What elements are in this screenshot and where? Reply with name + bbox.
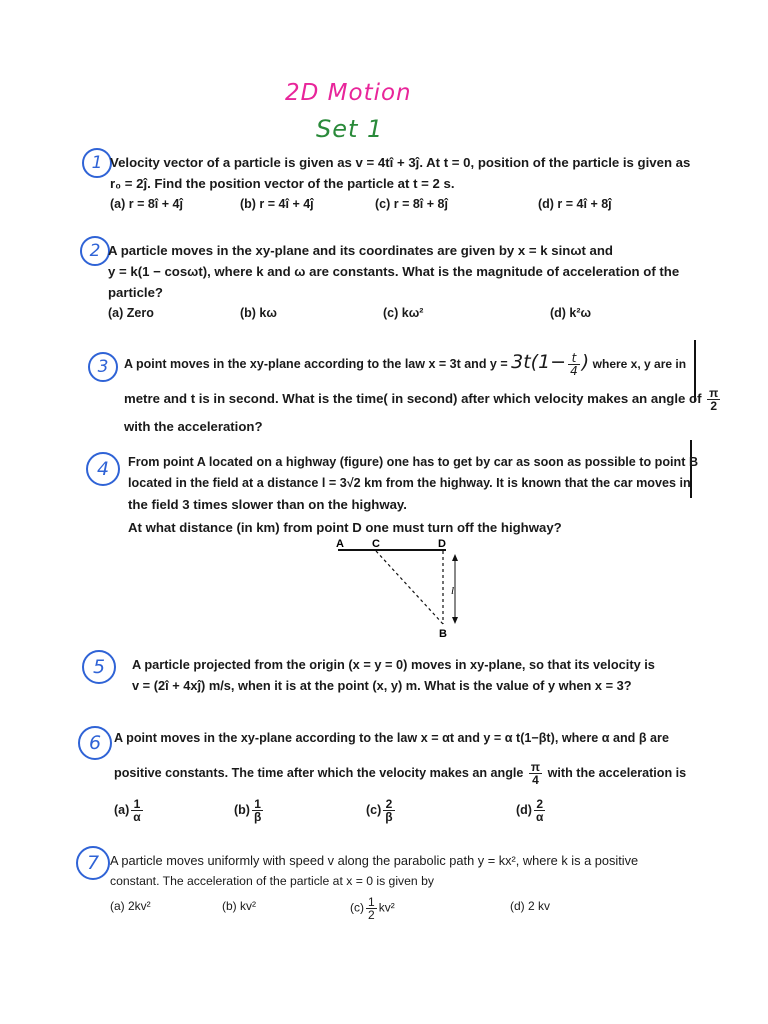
- question-6-line2a: positive constants. The time after which the velocity makes an angle: [114, 765, 524, 780]
- question-6: [114, 728, 686, 834]
- question-3-line3: with the acceleration?: [124, 419, 263, 435]
- angle-den: 2: [710, 399, 718, 414]
- fraction-den: α: [133, 810, 141, 824]
- question-number-5: 5: [82, 650, 116, 684]
- question-4-line1: From point A located on a highway (figure) one has to get by car as soon as possible to point B: [128, 455, 699, 469]
- arrowhead-down: [452, 617, 458, 624]
- option-label: (a): [114, 802, 130, 817]
- arrowhead-up: [452, 554, 458, 561]
- question-6-options: [114, 798, 686, 834]
- option-fraction: [366, 896, 377, 921]
- label-c: C: [372, 538, 380, 550]
- option-fraction: [383, 798, 394, 823]
- question-number-1: 1: [82, 148, 112, 178]
- question-number-4: 4: [86, 452, 120, 486]
- question-7-line1: A particle moves uniformly with speed v along the parabolic path y = kx², where k is a positive: [110, 853, 639, 868]
- label-l: l: [451, 585, 455, 597]
- question-4-line2: located in the field at a distance l = 3√2 km from the highway. It is known that the car moves in: [128, 476, 691, 490]
- option-c: (c) kω²: [383, 306, 424, 320]
- fraction-num: 2: [534, 798, 545, 811]
- option-a: (a) r = 8î + 4ĵ: [110, 197, 183, 211]
- question-7: [110, 850, 638, 926]
- option-c: [366, 798, 397, 823]
- option-b: (b) kω: [240, 306, 277, 320]
- question-4-line3: the field 3 times slower than on the highway.: [128, 497, 407, 512]
- option-b: [234, 798, 265, 823]
- angle-fraction: [529, 761, 542, 786]
- fraction-den: β: [253, 810, 262, 824]
- question-3: [124, 352, 722, 437]
- question-5-line1: A particle projected from the origin (x = y = 0) moves in xy-plane, so that its velocity is: [132, 657, 655, 672]
- fraction-num: 2: [383, 798, 394, 811]
- handwritten-expression: 3t(1−: [511, 351, 567, 373]
- question-7-options: [110, 896, 638, 926]
- angle-fraction: [707, 387, 720, 412]
- option-label: (c): [350, 900, 364, 915]
- fraction-den: 2: [368, 908, 375, 922]
- question-2-line2: y = k(1 − cosωt), where k and ω are constants. What is the magnitude of acceleration of the: [108, 264, 680, 279]
- angle-den: 4: [532, 773, 539, 787]
- question-6-line2b: with the acceleration is: [547, 765, 687, 780]
- question-2-line3: particle?: [108, 285, 163, 300]
- fraction-den: 4: [570, 364, 578, 379]
- option-d: (d) 2 kv: [510, 899, 551, 913]
- highway-figure: [320, 536, 520, 646]
- option-label: (c): [366, 802, 382, 817]
- question-1: [110, 152, 690, 216]
- question-3-line2: [124, 387, 722, 412]
- question-7-line2: constant. The acceleration of the particle at x = 0 is given by: [110, 874, 434, 888]
- option-fraction: [534, 798, 545, 823]
- fraction-den: β: [385, 810, 393, 824]
- question-1-options: [110, 194, 690, 216]
- fraction-num: t: [568, 352, 580, 365]
- option-label: (d): [516, 802, 532, 817]
- fraction-den: α: [535, 810, 544, 824]
- label-b: B: [439, 628, 447, 640]
- option-fraction: [131, 798, 142, 823]
- handwritten-close: ): [581, 351, 590, 373]
- question-number-2: 2: [80, 236, 110, 266]
- question-6-line2: [114, 761, 686, 786]
- option-tail: kv²: [378, 900, 395, 915]
- question-number-7: 7: [76, 846, 110, 880]
- question-1-line1: Velocity vector of a particle is given as v = 4tî + 3ĵ. At t = 0, position of the particle is given as: [110, 155, 691, 170]
- option-c: (c) r = 8î + 8ĵ: [375, 197, 448, 211]
- question-3-line1b: where x, y are in: [592, 357, 687, 371]
- question-number-6: 6: [78, 726, 112, 760]
- question-2-line1: A particle moves in the xy-plane and its coordinates are given by x = k sinωt and: [108, 243, 613, 258]
- question-6-line1: A point moves in the xy-plane according to the law x = αt and y = α t(1−βt), where α and β are: [114, 731, 669, 745]
- question-5: [132, 654, 655, 696]
- question-4-line4: At what distance (in km) from point D one must turn off the highway?: [128, 520, 562, 535]
- label-d: D: [438, 538, 446, 550]
- fraction-num: 1: [131, 798, 142, 811]
- option-d: [516, 798, 547, 823]
- angle-num: π: [709, 386, 719, 401]
- label-a: A: [336, 538, 344, 550]
- question-2-options: [108, 303, 679, 325]
- option-fraction: [252, 798, 263, 823]
- option-b: (b) kv²: [222, 899, 256, 913]
- option-b: (b) r = 4î + 4ĵ: [240, 197, 314, 211]
- fraction-num: 1: [368, 895, 375, 909]
- handwritten-fraction: [568, 352, 580, 377]
- option-a: [114, 798, 145, 823]
- question-3-line1a: A point moves in the xy-plane according to the law x = 3t and y =: [124, 357, 508, 371]
- option-a: (a) 2kv²: [110, 899, 151, 913]
- question-4: [128, 452, 698, 538]
- fraction-num: 1: [252, 798, 263, 811]
- angle-num: π: [530, 760, 541, 774]
- question-1-line2: r₀ = 2ĵ. Find the position vector of the particle at t = 2 s.: [110, 176, 455, 191]
- page-title: 2D Motion: [285, 80, 412, 106]
- path-cb: [376, 551, 443, 624]
- option-a: (a) Zero: [108, 306, 154, 320]
- question-3-line2-text: metre and t is in second. What is the time( in second) after which velocity makes an angle of: [124, 391, 702, 407]
- option-c: [350, 896, 395, 921]
- option-label: (b): [234, 802, 250, 817]
- question-number-3: 3: [88, 352, 118, 382]
- question-3-line1: [124, 352, 722, 377]
- page-subtitle: Set 1: [316, 115, 384, 143]
- option-d: (d) k²ω: [550, 306, 592, 320]
- question-5-line2: v = (2î + 4xĵ) m/s, when it is at the point (x, y) m. What is the value of y when x = 3?: [132, 678, 632, 693]
- question-2: [108, 240, 679, 325]
- option-d: (d) r = 4î + 8ĵ: [538, 197, 612, 211]
